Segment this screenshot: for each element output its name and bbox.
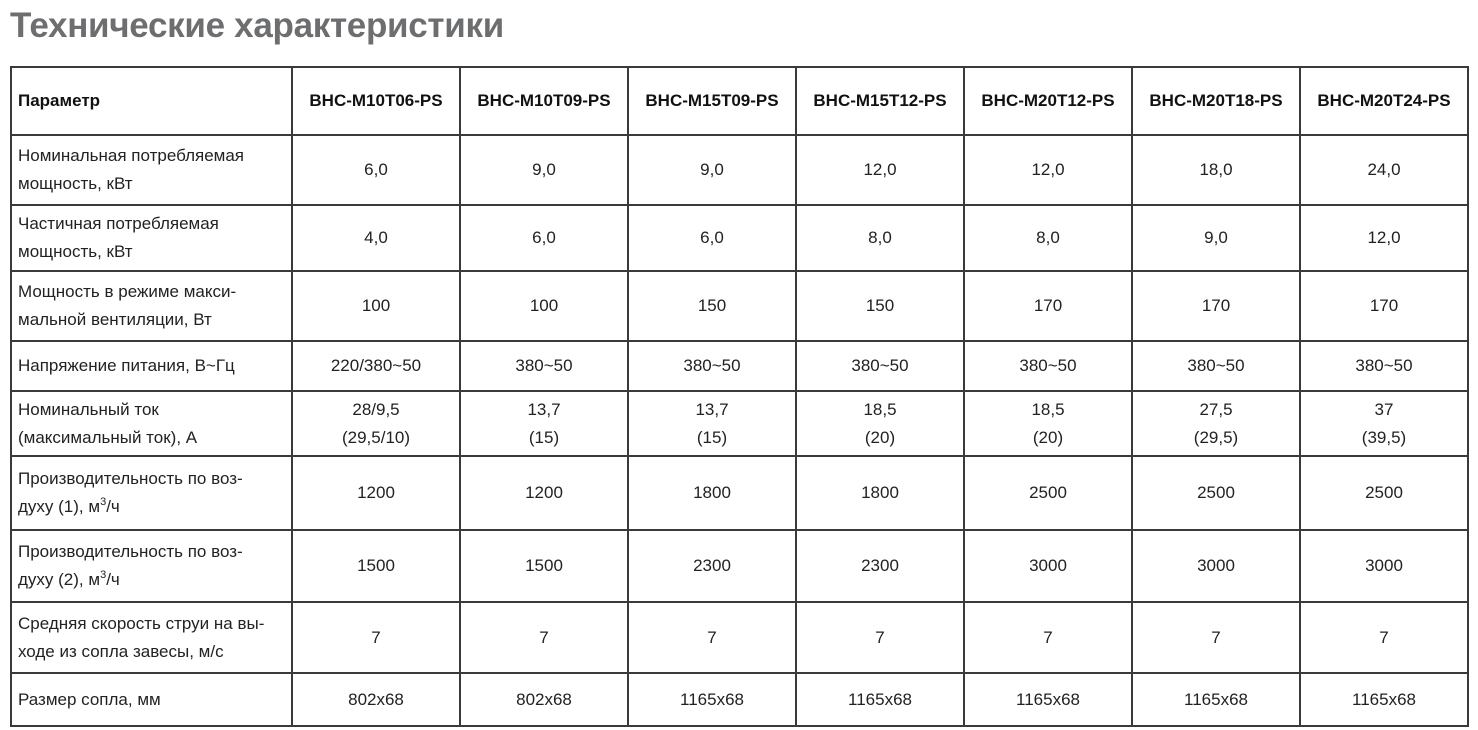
nominal-current: 37 bbox=[1374, 399, 1394, 419]
value-cell: 12,0 bbox=[964, 135, 1132, 205]
model-column-header: BHC-M10T09-PS bbox=[460, 67, 628, 135]
param-label-line: мощность, кВт bbox=[18, 242, 133, 261]
value-cell bbox=[796, 391, 964, 456]
param-label-line: ходе из сопла завесы, м/с bbox=[18, 641, 224, 661]
value-cell: 1200 bbox=[292, 456, 460, 530]
value-cell: 7 bbox=[628, 602, 796, 673]
value-cell: 380~50 bbox=[628, 341, 796, 391]
value-cell: 380~50 bbox=[1300, 341, 1468, 391]
value-cell: 7 bbox=[1300, 602, 1468, 673]
param-label-line: мальной вентиляции, Вт bbox=[18, 310, 212, 329]
value-cell: 9,0 bbox=[1132, 205, 1300, 271]
value-cell: 2300 bbox=[796, 530, 964, 602]
value-cell: 1500 bbox=[460, 530, 628, 602]
value-cell: 8,0 bbox=[964, 205, 1132, 271]
value-cell: 802x68 bbox=[292, 673, 460, 726]
value-cell: 100 bbox=[460, 271, 628, 341]
value-cell: 1165x68 bbox=[964, 673, 1132, 726]
max-current: (15) bbox=[528, 427, 560, 447]
row-nozzle-size bbox=[11, 673, 1468, 726]
param-label-text: духу (2), м bbox=[18, 570, 101, 589]
param-label: Напряжение питания, В~Гц bbox=[11, 341, 292, 391]
param-label bbox=[11, 456, 292, 530]
value-cell: 1500 bbox=[292, 530, 460, 602]
value-cell: 150 bbox=[796, 271, 964, 341]
table-header-row bbox=[11, 67, 1468, 135]
value-cell: 380~50 bbox=[460, 341, 628, 391]
superscript: 3 bbox=[100, 569, 107, 581]
param-label-text: /ч bbox=[106, 497, 120, 516]
param-label-line: Номинальная потребляемая bbox=[18, 146, 244, 165]
page-title: Технические характеристики bbox=[10, 6, 504, 45]
value-cell: 100 bbox=[292, 271, 460, 341]
model-column-header: BHC-M15T12-PS bbox=[796, 67, 964, 135]
nominal-current: 13,7 bbox=[527, 399, 561, 419]
value-cell: 220/380~50 bbox=[292, 341, 460, 391]
value-cell: 7 bbox=[964, 602, 1132, 673]
value-cell: 1165x68 bbox=[1300, 673, 1468, 726]
model-column-header: BHC-M10T06-PS bbox=[292, 67, 460, 135]
value-cell bbox=[964, 391, 1132, 456]
row-partial-power bbox=[11, 205, 1468, 271]
value-cell: 6,0 bbox=[292, 135, 460, 205]
param-label bbox=[11, 271, 292, 341]
value-cell: 4,0 bbox=[292, 205, 460, 271]
nominal-current: 27,5 bbox=[1199, 399, 1233, 419]
model-column-header: BHC-M20T24-PS bbox=[1300, 67, 1468, 135]
param-label-line: Производительность по воз- bbox=[18, 542, 243, 561]
value-cell: 380~50 bbox=[964, 341, 1132, 391]
row-nominal-power bbox=[11, 135, 1468, 205]
param-label: Размер сопла, мм bbox=[11, 673, 292, 726]
value-cell: 1800 bbox=[796, 456, 964, 530]
param-label bbox=[11, 391, 292, 456]
value-cell: 2500 bbox=[964, 456, 1132, 530]
param-label-text: /ч bbox=[106, 570, 120, 589]
row-voltage bbox=[11, 341, 1468, 391]
value-cell: 1200 bbox=[460, 456, 628, 530]
param-label-line: мощность, кВт bbox=[18, 174, 133, 193]
param-label-line: Номинальный ток bbox=[18, 399, 159, 419]
value-cell: 150 bbox=[628, 271, 796, 341]
param-label-line: Средняя скорость струи на вы- bbox=[18, 613, 265, 633]
max-current: (20) bbox=[1032, 427, 1064, 447]
value-cell: 7 bbox=[460, 602, 628, 673]
value-cell: 3000 bbox=[1132, 530, 1300, 602]
model-column-header: BHC-M15T09-PS bbox=[628, 67, 796, 135]
row-vent-power bbox=[11, 271, 1468, 341]
max-current: (39,5) bbox=[1361, 427, 1407, 447]
value-cell: 12,0 bbox=[796, 135, 964, 205]
max-current: (29,5) bbox=[1193, 427, 1239, 447]
max-current: (29,5/10) bbox=[341, 427, 411, 447]
value-cell: 9,0 bbox=[628, 135, 796, 205]
superscript: 3 bbox=[100, 496, 107, 508]
value-cell: 24,0 bbox=[1300, 135, 1468, 205]
max-current: (15) bbox=[696, 427, 728, 447]
value-cell: 802x68 bbox=[460, 673, 628, 726]
value-cell: 2300 bbox=[628, 530, 796, 602]
param-label-line: Мощность в режиме макси- bbox=[18, 282, 237, 301]
value-cell: 6,0 bbox=[628, 205, 796, 271]
param-label-line: Частичная потребляемая bbox=[18, 214, 219, 233]
value-cell: 2500 bbox=[1132, 456, 1300, 530]
value-cell: 380~50 bbox=[1132, 341, 1300, 391]
row-airflow-1 bbox=[11, 456, 1468, 530]
param-label-text: духу (1), м bbox=[18, 497, 101, 516]
param-column-header: Параметр bbox=[11, 67, 292, 135]
max-current: (20) bbox=[864, 427, 896, 447]
param-label bbox=[11, 205, 292, 271]
param-label bbox=[11, 602, 292, 673]
row-airflow-2 bbox=[11, 530, 1468, 602]
value-cell: 2500 bbox=[1300, 456, 1468, 530]
nominal-current: 13,7 bbox=[695, 399, 729, 419]
value-cell: 1800 bbox=[628, 456, 796, 530]
value-cell: 9,0 bbox=[460, 135, 628, 205]
value-cell: 170 bbox=[1300, 271, 1468, 341]
value-cell: 7 bbox=[292, 602, 460, 673]
value-cell: 1165x68 bbox=[796, 673, 964, 726]
value-cell: 170 bbox=[964, 271, 1132, 341]
value-cell: 380~50 bbox=[796, 341, 964, 391]
value-cell: 8,0 bbox=[796, 205, 964, 271]
value-cell: 1165x68 bbox=[628, 673, 796, 726]
param-label-line: Производительность по воз- bbox=[18, 469, 243, 488]
nominal-current: 18,5 bbox=[863, 399, 897, 419]
param-label-line bbox=[18, 493, 285, 521]
param-label-line: (максимальный ток), А bbox=[18, 427, 198, 447]
value-cell: 18,0 bbox=[1132, 135, 1300, 205]
value-cell: 7 bbox=[1132, 602, 1300, 673]
value-cell: 170 bbox=[1132, 271, 1300, 341]
nominal-current: 28/9,5 bbox=[352, 399, 400, 419]
param-label-line bbox=[18, 566, 285, 594]
value-cell bbox=[1132, 391, 1300, 456]
param-label bbox=[11, 135, 292, 205]
nominal-current: 18,5 bbox=[1031, 399, 1065, 419]
row-jet-speed bbox=[11, 602, 1468, 673]
model-column-header: BHC-M20T12-PS bbox=[964, 67, 1132, 135]
value-cell: 3000 bbox=[1300, 530, 1468, 602]
row-current bbox=[11, 391, 1468, 456]
value-cell bbox=[292, 391, 460, 456]
value-cell: 7 bbox=[796, 602, 964, 673]
value-cell: 12,0 bbox=[1300, 205, 1468, 271]
value-cell: 3000 bbox=[964, 530, 1132, 602]
value-cell bbox=[1300, 391, 1468, 456]
param-label bbox=[11, 530, 292, 602]
value-cell bbox=[628, 391, 796, 456]
spec-table bbox=[10, 66, 1469, 727]
value-cell: 6,0 bbox=[460, 205, 628, 271]
value-cell: 1165x68 bbox=[1132, 673, 1300, 726]
value-cell bbox=[460, 391, 628, 456]
model-column-header: BHC-M20T18-PS bbox=[1132, 67, 1300, 135]
